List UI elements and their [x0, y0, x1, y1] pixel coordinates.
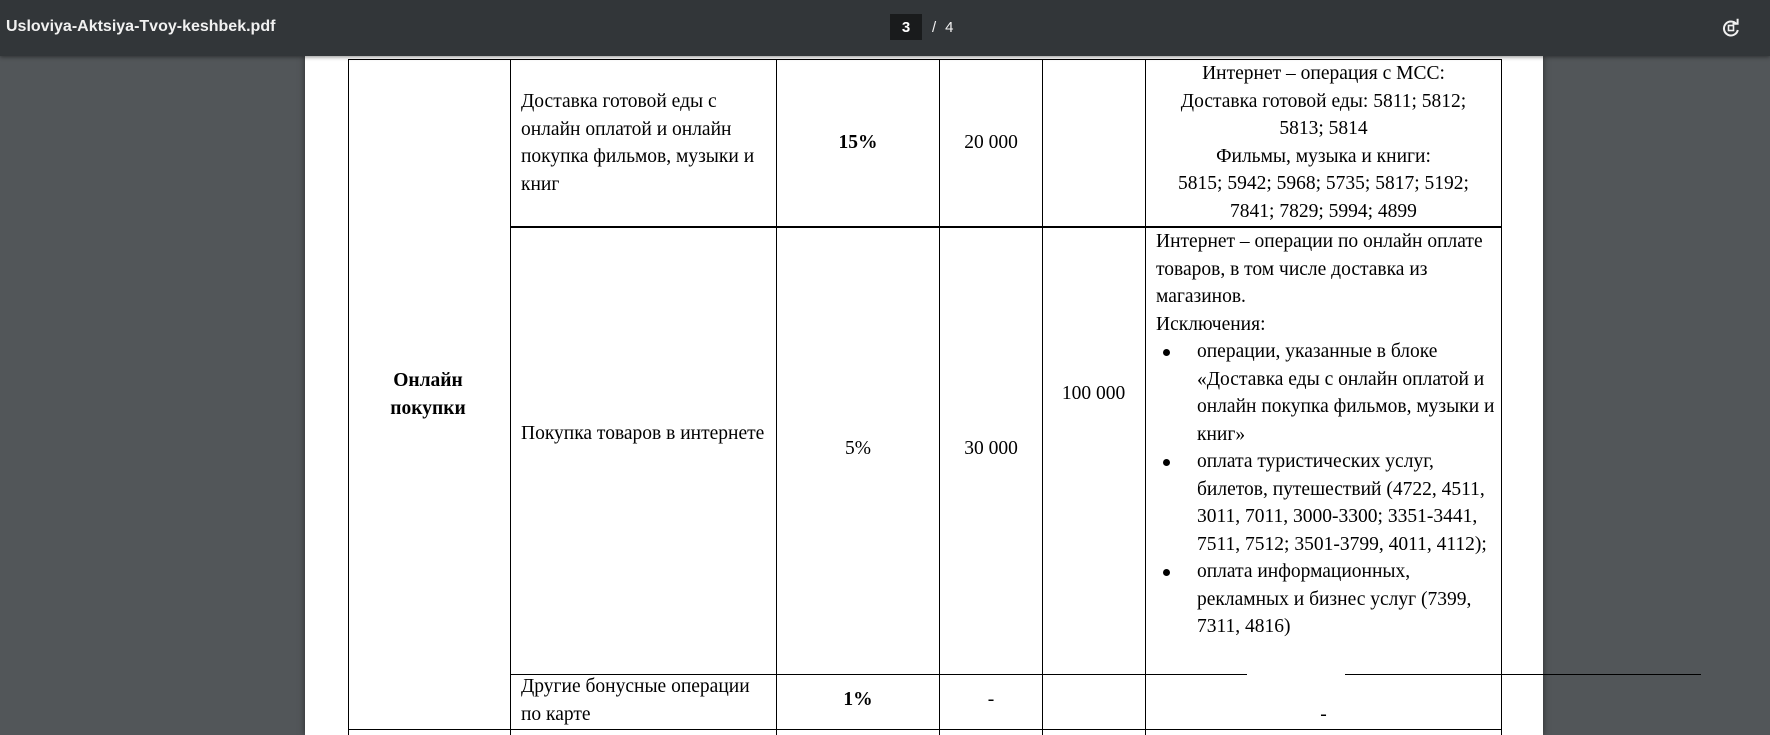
pdf-toolbar — [0, 0, 1770, 56]
row-1-limit: 20 000 — [964, 132, 1018, 153]
table-border — [1345, 674, 1701, 675]
table-border — [1501, 59, 1502, 735]
page-indicator — [890, 14, 954, 40]
row-3-mcc: - — [1320, 704, 1327, 725]
table-border — [776, 59, 777, 735]
exclusion-item: оплата информационных, рекламных и бизнес услуг (7399, 7311, 4816) — [1156, 558, 1499, 641]
mcc-line: 7841; 7829; 5994; 4899 — [1230, 200, 1417, 222]
total-limit-cell: 100 000 — [1061, 383, 1126, 404]
row-1-mcc — [1146, 60, 1501, 225]
row-3-description: Другие бонусные операции по карте — [521, 676, 750, 725]
row-3-percent: 1% — [843, 689, 873, 710]
exclusions-title: Исключения: — [1156, 313, 1266, 335]
exclusion-item: оплата туристических услуг, билетов, путешествий (4722, 4511, 3011, 7011, 3000-3300; 3351-3441, 7511, 7512; 3501-3799, 4011, 4112); — [1156, 448, 1499, 558]
mcc-intro: Интернет – операции по онлайн оплате товаров, в том числе доставка из магазинов. — [1156, 231, 1483, 307]
page-separator: / — [932, 18, 937, 36]
table-border — [510, 59, 511, 735]
mcc-line: Интернет – операция с МСС: — [1202, 63, 1445, 84]
row-2-mcc — [1156, 228, 1499, 641]
total-pages: 4 — [945, 18, 954, 36]
rotate-button[interactable] — [1718, 15, 1744, 41]
mcc-line: 5815; 5942; 5968; 5735; 5817; 5192; — [1178, 173, 1469, 194]
row-3-limit: - — [987, 689, 995, 710]
table-border — [1042, 59, 1043, 735]
pdf-page — [305, 56, 1543, 735]
mcc-line: Доставка готовой еды: 5811; 5812; — [1180, 90, 1467, 112]
table-border — [939, 59, 940, 735]
document-title: Usloviya-Aktsiya-Tvoy-keshbek.pdf — [6, 18, 276, 35]
rotate-icon — [1721, 18, 1741, 38]
row-2-description: Покупка товаров в интернете — [521, 423, 765, 444]
mcc-line: 5813; 5814 — [1279, 118, 1368, 139]
row-2-limit: 30 000 — [964, 438, 1018, 459]
row-1-description: Доставка готовой еды с онлайн оплатой и онлайн покупка фильмов, музыки и книг — [521, 91, 755, 195]
row-1-percent: 15% — [838, 132, 878, 153]
row-2-percent: 5% — [845, 438, 871, 459]
table-border — [348, 729, 1501, 730]
exclusion-item: операции, указанные в блоке «Доставка еды с онлайн оплатой и онлайн покупка фильмов, музыки и книг» — [1156, 338, 1499, 448]
table-border — [348, 59, 349, 735]
category-cell: Онлайн покупки — [390, 370, 466, 419]
mcc-line: Фильмы, музыка и книги: — [1216, 145, 1431, 167]
page-number-input[interactable]: 3 — [890, 14, 922, 40]
